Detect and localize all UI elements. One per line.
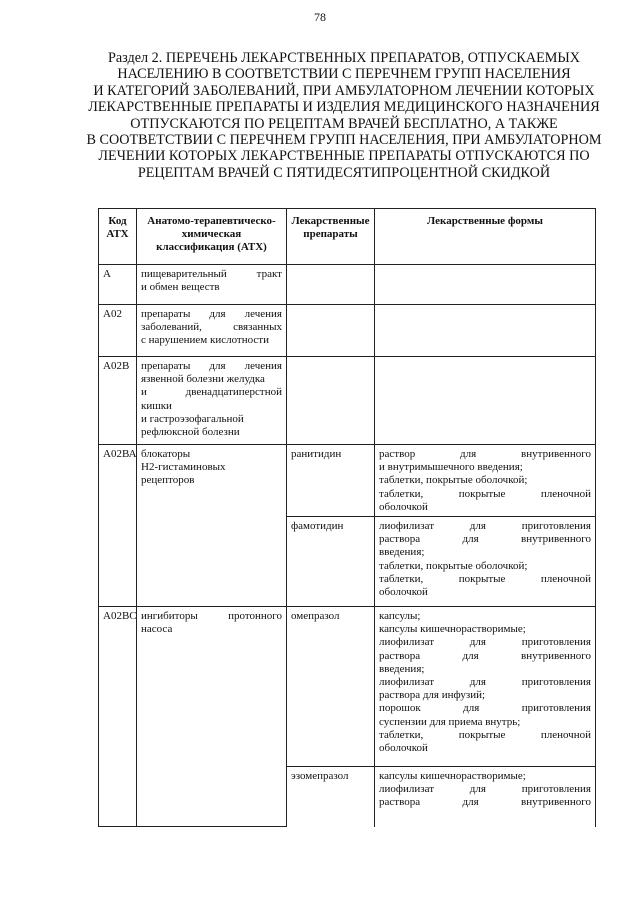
- dosage-forms: [375, 357, 596, 445]
- drug-name: [287, 357, 375, 445]
- table-row: [99, 265, 596, 305]
- dosage-forms: капсулы; капсулы кишечнорастворимые; лиофилизат для приготовления раствора для внутривенного введения; лиофилизат для приготовления раствора для инфузий; порошок для приготовления суспензии для приема внутрь; таблетки, покрытые пленочной оболочкой: [375, 607, 596, 767]
- title-line: В СООТВЕТСТВИИ С ПЕРЕЧНЕМ ГРУПП НАСЕЛЕНИЯ, ПРИ АМБУЛАТОРНОМ: [86, 132, 602, 149]
- dosage-forms: раствор для внутривенного и внутримышечного введения; таблетки, покрытые оболочкой; таблетки, покрытые пленочной оболочкой: [375, 445, 596, 517]
- atc-code: А02ВС: [99, 607, 137, 827]
- drug-name: фамотидин: [287, 517, 375, 607]
- atc-code: А: [99, 265, 137, 305]
- dosage-forms: [375, 265, 596, 305]
- title-line: РЕЦЕПТАМ ВРАЧЕЙ С ПЯТИДЕСЯТИПРОЦЕНТНОЙ СКИДКОЙ: [137, 164, 551, 181]
- dosage-forms: лиофилизат для приготовления раствора для внутривенного введения; таблетки, покрытые оболочкой; таблетки, покрытые пленочной оболочкой: [375, 517, 596, 607]
- page-number: 78: [314, 10, 326, 24]
- header-code: Код АТХ: [99, 209, 137, 265]
- title-line: НАСЕЛЕНИЮ В СООТВЕТСТВИИ С ПЕРЕЧНЕМ ГРУПП НАСЕЛЕНИЯ: [117, 66, 571, 83]
- title-line: ОТПУСКАЮТСЯ ПО РЕЦЕПТАМ ВРАЧЕЙ БЕСПЛАТНО, А ТАКЖЕ: [130, 115, 558, 132]
- drug-name: [287, 265, 375, 305]
- header-forms: Лекарственные формы: [375, 209, 596, 265]
- atc-classification: пищеварительный тракт и обмен веществ: [137, 265, 287, 305]
- title-line: ЛЕКАРСТВЕННЫЕ ПРЕПАРАТЫ И ИЗДЕЛИЯ МЕДИЦИНСКОГО НАЗНАЧЕНИЯ: [88, 99, 600, 116]
- table-row: [99, 305, 596, 357]
- drug-name: [287, 305, 375, 357]
- drug-name: эзомепразол: [287, 767, 375, 827]
- atc-classification: препараты для лечения заболеваний, связанных с нарушением кислотности: [137, 305, 287, 357]
- section-title: [86, 50, 602, 181]
- atc-code: А02: [99, 305, 137, 357]
- atc-code: А02В: [99, 357, 137, 445]
- table-row: [99, 357, 596, 445]
- atc-code: А02ВА: [99, 445, 137, 607]
- header-drugs: Лекарственные препараты: [287, 209, 375, 265]
- atc-classification: препараты для лечения язвенной болезни желудка и двенадцатиперстной кишки и гастроэзофагальной рефлюксной болезни: [137, 357, 287, 445]
- table-row: [99, 607, 596, 767]
- dosage-forms: [375, 305, 596, 357]
- drug-name: ранитидин: [287, 445, 375, 517]
- title-line: ЛЕЧЕНИИ КОТОРЫХ ЛЕКАРСТВЕННЫЕ ПРЕПАРАТЫ ОТПУСКАЮТСЯ ПО: [98, 148, 590, 165]
- drug-name: омепразол: [287, 607, 375, 767]
- table-row: [99, 445, 596, 517]
- table-header-row: [99, 209, 596, 265]
- atc-classification: блокаторы Н2-гистаминовых рецепторов: [137, 445, 287, 607]
- title-line: Раздел 2. ПЕРЕЧЕНЬ ЛЕКАРСТВЕННЫХ ПРЕПАРАТОВ, ОТПУСКАЕМЫХ: [107, 50, 581, 66]
- title-line: И КАТЕГОРИЙ ЗАБОЛЕВАНИЙ, ПРИ АМБУЛАТОРНОМ ЛЕЧЕНИИ КОТОРЫХ: [93, 82, 595, 99]
- header-classification: Анатомо-терапевтическо- химическая классификация (АТХ): [137, 209, 287, 265]
- drug-table: [98, 208, 596, 827]
- dosage-forms: капсулы кишечнорастворимые; лиофилизат для приготовления раствора для внутривенного: [375, 767, 596, 827]
- atc-classification: ингибиторы протонного насоса: [137, 607, 287, 827]
